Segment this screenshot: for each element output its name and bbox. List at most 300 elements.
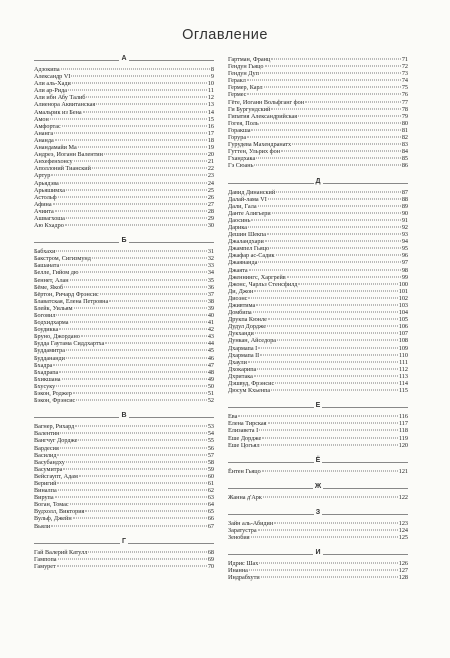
entry-page-number: 56	[207, 444, 214, 452]
entry-page-number: 16	[207, 122, 214, 130]
entry-page-number: 64	[207, 501, 214, 509]
toc-entry[interactable]	[34, 494, 214, 501]
dot-leader	[68, 90, 207, 91]
toc-entry[interactable]	[34, 437, 214, 444]
toc-entry[interactable]	[34, 549, 214, 556]
entry-name: Боговил	[34, 312, 56, 319]
dot-leader	[64, 286, 207, 287]
entry-page-number: 95	[401, 245, 408, 253]
toc-section	[34, 238, 214, 404]
entry-page-number: 66	[207, 515, 214, 523]
dot-leader	[81, 336, 207, 337]
dot-leader	[51, 525, 207, 526]
toc-entry[interactable]	[34, 222, 214, 229]
section-letter: В	[121, 412, 127, 420]
left-column	[34, 55, 214, 570]
toc-entry[interactable]	[228, 560, 408, 567]
dot-leader	[83, 111, 207, 112]
toc-entry[interactable]	[34, 376, 214, 383]
entry-page-number: 70	[207, 562, 214, 570]
dot-leader	[254, 375, 398, 376]
toc-entry[interactable]	[34, 165, 214, 172]
dot-leader	[92, 258, 207, 259]
toc-entry[interactable]	[228, 141, 408, 148]
entry-name: Еше Цогьял	[228, 441, 260, 449]
dot-leader	[55, 497, 207, 498]
entry-name: Дхармапа I	[228, 344, 258, 352]
dot-leader	[57, 482, 206, 483]
entry-name: Вагнер, Рихард	[34, 423, 75, 431]
dot-leader	[105, 343, 207, 344]
dot-leader	[59, 371, 207, 372]
toc-entry[interactable]	[228, 520, 408, 527]
entry-name: Дхармапа II	[228, 351, 260, 359]
toc-entry[interactable]	[228, 77, 408, 84]
entry-page-number: 23	[207, 172, 214, 180]
dot-leader	[298, 115, 401, 116]
toc-entry[interactable]	[228, 56, 408, 63]
toc-entry[interactable]	[34, 298, 214, 305]
toc-entry[interactable]	[228, 435, 408, 442]
entry-name: Гермер, Карл	[228, 84, 263, 92]
toc-entry[interactable]	[34, 151, 214, 158]
toc-entry[interactable]	[34, 123, 214, 130]
entry-name: Александр VI	[34, 73, 71, 81]
toc-entry[interactable]	[228, 442, 408, 449]
section-letter: З	[315, 508, 321, 516]
toc-entry[interactable]	[34, 466, 214, 473]
toc-entry[interactable]	[34, 277, 214, 284]
entry-page-number: 11	[208, 87, 214, 95]
dot-leader	[260, 122, 401, 123]
entry-name: Джаянанда	[228, 259, 258, 267]
toc-entry[interactable]	[34, 369, 214, 376]
dot-leader	[267, 326, 398, 327]
entry-page-number: 85	[401, 155, 408, 163]
entry-page-number: 79	[401, 112, 408, 120]
toc-entry[interactable]	[34, 523, 214, 530]
dot-leader	[71, 76, 210, 77]
entry-page-number: 48	[207, 368, 214, 376]
toc-entry[interactable]	[34, 480, 214, 487]
toc-entry[interactable]	[228, 281, 408, 288]
entry-page-number: 20	[207, 151, 214, 159]
toc-entry[interactable]	[228, 231, 408, 238]
entry-name: Инанна	[228, 567, 248, 575]
entry-name: Башаната	[34, 262, 60, 270]
entry-name: Ашвагхоша	[34, 214, 65, 222]
dot-leader	[251, 129, 400, 130]
toc-section	[228, 458, 408, 475]
toc-entry[interactable]	[228, 70, 408, 77]
entry-name: Васумитра	[34, 465, 63, 473]
toc-entry[interactable]	[34, 101, 214, 108]
entry-name: Бёме, Якоб	[34, 283, 64, 291]
dot-leader	[73, 393, 207, 394]
dot-leader	[262, 437, 398, 438]
toc-entry[interactable]	[228, 387, 408, 394]
toc-entry[interactable]	[34, 487, 214, 494]
entry-page-number: 75	[401, 84, 408, 92]
toc-entry[interactable]	[228, 84, 408, 91]
entry-page-number: 86	[401, 162, 408, 170]
toc-section	[228, 550, 408, 581]
toc-entry[interactable]	[34, 445, 214, 452]
entry-name: Адзокипа	[34, 66, 60, 73]
entry-name: Дюсум Кхьенпа	[228, 387, 271, 395]
toc-section	[34, 56, 214, 229]
toc-entry[interactable]	[34, 130, 214, 137]
toc-entry[interactable]	[34, 215, 214, 222]
entry-name: Дали, Гала	[228, 202, 257, 210]
entry-name: Васубандху	[34, 458, 65, 466]
toc-entry[interactable]	[34, 269, 214, 276]
toc-entry[interactable]	[34, 333, 214, 340]
entry-name: Бхикшана	[34, 375, 61, 383]
toc-entry[interactable]	[228, 63, 408, 70]
entry-name: Диоэнс	[228, 294, 248, 302]
dot-leader	[258, 262, 400, 263]
toc-entry[interactable]	[34, 383, 214, 390]
entry-name: Давид Динанский	[228, 188, 276, 196]
dot-leader	[257, 368, 398, 369]
entry-page-number: 36	[207, 283, 214, 291]
entry-page-number: 123	[398, 519, 408, 527]
entry-name: Валентин	[34, 430, 60, 438]
toc-entry[interactable]	[228, 259, 408, 266]
entry-name: Гурудева Махендранатх	[228, 141, 292, 149]
entry-page-number: 41	[207, 319, 214, 327]
entry-name: Дэшвуд, Фрэнсис	[228, 380, 275, 388]
entry-page-number: 47	[207, 361, 214, 369]
toc-entry[interactable]	[34, 340, 214, 347]
entry-page-number: 65	[207, 508, 214, 516]
toc-entry[interactable]	[34, 326, 214, 333]
dot-leader	[66, 350, 207, 351]
toc-entry[interactable]	[34, 319, 214, 326]
entry-page-number: 43	[207, 333, 214, 341]
toc-entry[interactable]	[228, 148, 408, 155]
toc-entry[interactable]	[228, 366, 408, 373]
toc-entry[interactable]	[228, 534, 408, 541]
entry-page-number: 10	[207, 80, 214, 88]
dot-leader	[274, 522, 398, 523]
entry-name: Буддамитра	[34, 347, 65, 355]
entry-name: Дживтима	[228, 302, 256, 309]
toc-entry[interactable]	[34, 201, 214, 208]
toc-entry[interactable]	[34, 459, 214, 466]
dot-leader	[256, 305, 398, 306]
toc-entry[interactable]	[228, 245, 408, 252]
toc-entry[interactable]	[34, 430, 214, 437]
entry-name: Вьяли	[34, 522, 51, 530]
toc-entry[interactable]	[228, 494, 408, 501]
dot-leader	[55, 210, 207, 211]
entry-name: Джампел Гьяцо	[228, 245, 270, 253]
dot-leader	[65, 225, 207, 226]
toc-entry[interactable]	[34, 362, 214, 369]
toc-entry[interactable]	[34, 172, 214, 179]
toc-entry[interactable]	[34, 80, 214, 87]
toc-entry[interactable]	[34, 73, 214, 80]
dot-leader	[277, 340, 398, 341]
dot-leader	[276, 191, 401, 192]
entry-page-number: 112	[398, 365, 408, 373]
section-header	[228, 458, 408, 467]
toc-entry[interactable]	[34, 208, 214, 215]
entry-page-number: 82	[401, 134, 408, 142]
toc-entry[interactable]	[228, 91, 408, 98]
toc-entry[interactable]	[34, 66, 214, 73]
entry-name: Аю Кхадро	[34, 222, 64, 230]
toc-entry[interactable]	[228, 574, 408, 581]
entry-name: Елизавета I	[228, 427, 259, 435]
toc-entry[interactable]	[228, 274, 408, 281]
entry-name: Ги Бургундский	[228, 105, 271, 113]
toc-entry[interactable]	[228, 155, 408, 162]
toc-entry[interactable]	[34, 355, 214, 362]
page-title: Оглавление	[182, 27, 268, 43]
entry-name: Гхандхака	[228, 155, 256, 163]
dot-leader	[78, 147, 207, 148]
section-header	[34, 238, 214, 247]
dot-leader	[271, 108, 401, 109]
entry-name: Алиенора Аквитанская	[34, 101, 96, 109]
entry-page-number: 18	[207, 136, 214, 144]
toc-entry[interactable]	[228, 288, 408, 295]
dot-leader	[262, 470, 398, 471]
entry-name: Гэ Сюань	[228, 162, 254, 170]
dot-leader	[265, 241, 401, 242]
toc-entry[interactable]	[34, 144, 214, 151]
toc-entry[interactable]	[228, 217, 408, 224]
entry-page-number: 31	[207, 248, 214, 256]
section-letter: Б	[121, 237, 127, 245]
entry-page-number: 97	[401, 259, 408, 267]
dot-leader	[54, 132, 207, 133]
dot-leader	[260, 354, 398, 355]
entry-name: Зенобия	[228, 534, 250, 542]
entry-page-number: 98	[401, 266, 408, 274]
toc-entry[interactable]	[34, 94, 214, 101]
toc-entry[interactable]	[34, 262, 214, 269]
toc-entry[interactable]	[34, 452, 214, 459]
dot-leader	[249, 570, 398, 571]
toc-entry[interactable]	[228, 427, 408, 434]
toc-entry[interactable]	[228, 162, 408, 169]
dot-leader	[255, 333, 398, 334]
toc-entry[interactable]	[228, 359, 408, 366]
toc-entry[interactable]	[228, 337, 408, 344]
dot-leader	[72, 83, 207, 84]
toc-entry[interactable]	[34, 187, 214, 194]
toc-entry[interactable]	[34, 305, 214, 312]
entry-page-number: 78	[401, 105, 408, 113]
entry-page-number: 122	[398, 493, 408, 501]
toc-entry[interactable]	[228, 252, 408, 259]
toc-entry[interactable]	[228, 330, 408, 337]
entry-name: Гермес	[228, 91, 247, 99]
entry-page-number: 68	[207, 548, 214, 556]
right-column	[228, 55, 408, 581]
dot-leader	[271, 390, 398, 391]
entry-name: Бэкон, Фрэнсис	[34, 397, 76, 405]
toc-entry[interactable]	[228, 527, 408, 534]
toc-entry[interactable]	[228, 323, 408, 330]
toc-entry[interactable]	[34, 397, 214, 404]
toc-entry[interactable]	[34, 158, 214, 165]
dot-leader	[56, 315, 206, 316]
entry-page-number: 51	[207, 390, 214, 398]
toc-entry[interactable]	[34, 501, 214, 508]
toc-entry[interactable]	[228, 238, 408, 245]
dot-leader	[60, 447, 207, 448]
toc-entry[interactable]	[34, 109, 214, 116]
entry-name: Гартман, Франц	[228, 56, 271, 63]
dot-leader	[66, 189, 207, 190]
entry-name: Ананда	[34, 136, 54, 144]
entry-page-number: 92	[401, 223, 408, 231]
entry-page-number: 94	[401, 238, 408, 246]
dot-leader	[53, 364, 207, 365]
toc-entry[interactable]	[34, 312, 214, 319]
entry-page-number: 80	[401, 119, 408, 127]
toc-entry[interactable]	[228, 134, 408, 141]
dot-leader	[268, 423, 398, 424]
toc-entry[interactable]	[228, 413, 408, 420]
dot-leader	[267, 234, 401, 235]
dot-leader	[261, 444, 398, 445]
entry-name: Анандамайи Ма	[34, 144, 77, 152]
entry-page-number: 100	[398, 280, 408, 288]
section-header	[34, 413, 214, 422]
toc-entry[interactable]	[34, 291, 214, 298]
entry-page-number: 9	[210, 73, 214, 81]
toc-entry[interactable]	[34, 137, 214, 144]
section-letter: Г	[122, 537, 126, 545]
toc-entry[interactable]	[228, 468, 408, 475]
dot-leader	[109, 300, 207, 301]
entry-page-number: 74	[401, 77, 408, 85]
toc-entry[interactable]	[228, 309, 408, 316]
toc-entry[interactable]	[34, 347, 214, 354]
toc-entry[interactable]	[228, 224, 408, 231]
dot-leader	[56, 385, 207, 386]
toc-entry[interactable]	[228, 120, 408, 127]
entry-name: Зайн аль-Абидин	[228, 519, 274, 527]
toc-entry[interactable]	[228, 302, 408, 309]
toc-entry[interactable]	[228, 380, 408, 387]
entry-name: Бхусуку	[34, 382, 56, 390]
toc-entry[interactable]	[228, 352, 408, 359]
toc-entry[interactable]	[228, 267, 408, 274]
entry-name: Бакстром, Сигизмунд	[34, 255, 91, 263]
toc-entry[interactable]	[228, 316, 408, 323]
toc-entry[interactable]	[228, 420, 408, 427]
toc-entry[interactable]	[34, 556, 214, 563]
entry-page-number: 58	[207, 458, 214, 466]
entry-page-number: 46	[207, 354, 214, 362]
dot-leader	[50, 118, 207, 119]
toc-entry[interactable]	[34, 255, 214, 262]
entry-name: Вирупа	[34, 494, 54, 502]
entry-name: Дукханди	[228, 330, 254, 338]
dot-leader	[51, 175, 207, 176]
dot-leader	[265, 66, 401, 67]
toc-entry[interactable]	[228, 127, 408, 134]
dot-leader	[57, 565, 207, 566]
toc-entry[interactable]	[228, 113, 408, 120]
entry-page-number: 25	[207, 186, 214, 194]
toc-entry[interactable]	[34, 87, 214, 94]
toc-entry[interactable]	[34, 473, 214, 480]
entry-name: Бхадра	[34, 361, 53, 369]
toc-entry[interactable]	[34, 284, 214, 291]
section-letter: А	[121, 55, 127, 62]
toc-entry[interactable]	[228, 345, 408, 352]
toc-entry[interactable]	[34, 423, 214, 430]
entry-page-number: 12	[207, 94, 214, 102]
entry-page-number: 81	[401, 126, 408, 134]
toc-entry[interactable]	[34, 116, 214, 123]
toc-entry[interactable]	[34, 563, 214, 570]
toc-entry[interactable]	[228, 373, 408, 380]
toc-entry[interactable]	[34, 194, 214, 201]
toc-entry[interactable]	[228, 567, 408, 574]
dot-leader	[249, 269, 401, 270]
entry-name: Ананга	[34, 129, 54, 137]
entry-name: Ди, Джон	[228, 287, 254, 295]
toc-entry[interactable]	[34, 390, 214, 397]
entry-name: Гамурет	[34, 562, 56, 570]
entry-name: Гендун Дуп	[228, 70, 259, 78]
entry-name: Али аль-Хади	[34, 80, 71, 88]
entry-name: Буддананди	[34, 354, 65, 362]
entry-page-number: 39	[207, 304, 214, 312]
entry-page-number: 127	[398, 567, 408, 575]
entry-name: Вангчуг Дордже	[34, 437, 78, 445]
dot-leader	[258, 205, 401, 206]
toc-entry[interactable]	[228, 203, 408, 210]
entry-name: Амфортас	[34, 122, 61, 130]
dot-leader	[248, 297, 397, 298]
entry-name: Домбипа	[228, 309, 252, 317]
toc-entry[interactable]	[228, 106, 408, 113]
toc-entry[interactable]	[34, 515, 214, 522]
entry-name: Амон	[34, 115, 49, 123]
entry-name: Бэкон, Роджер	[34, 390, 72, 398]
toc-entry[interactable]	[228, 295, 408, 302]
entry-name: Арьяшимха	[34, 186, 65, 194]
dot-leader	[258, 347, 398, 348]
toc-entry[interactable]	[228, 189, 408, 196]
entry-name: Вейсгаупт, Адам	[34, 472, 78, 480]
entry-name: Андреэ, Иоганн Валентин	[34, 151, 103, 159]
toc-entry[interactable]	[34, 508, 214, 515]
entry-name: Жанна д'Арк	[228, 493, 262, 501]
toc-entry[interactable]	[228, 210, 408, 217]
toc-entry[interactable]	[228, 99, 408, 106]
entry-page-number: 45	[207, 347, 214, 355]
dot-leader	[76, 400, 207, 401]
toc-entry[interactable]	[228, 196, 408, 203]
toc-entry[interactable]	[34, 180, 214, 187]
entry-name: Анхефенхонсу	[34, 158, 73, 166]
entry-page-number: 117	[398, 420, 408, 428]
dot-leader	[287, 276, 401, 277]
toc-entry[interactable]	[34, 248, 214, 255]
entry-page-number: 73	[401, 70, 408, 78]
